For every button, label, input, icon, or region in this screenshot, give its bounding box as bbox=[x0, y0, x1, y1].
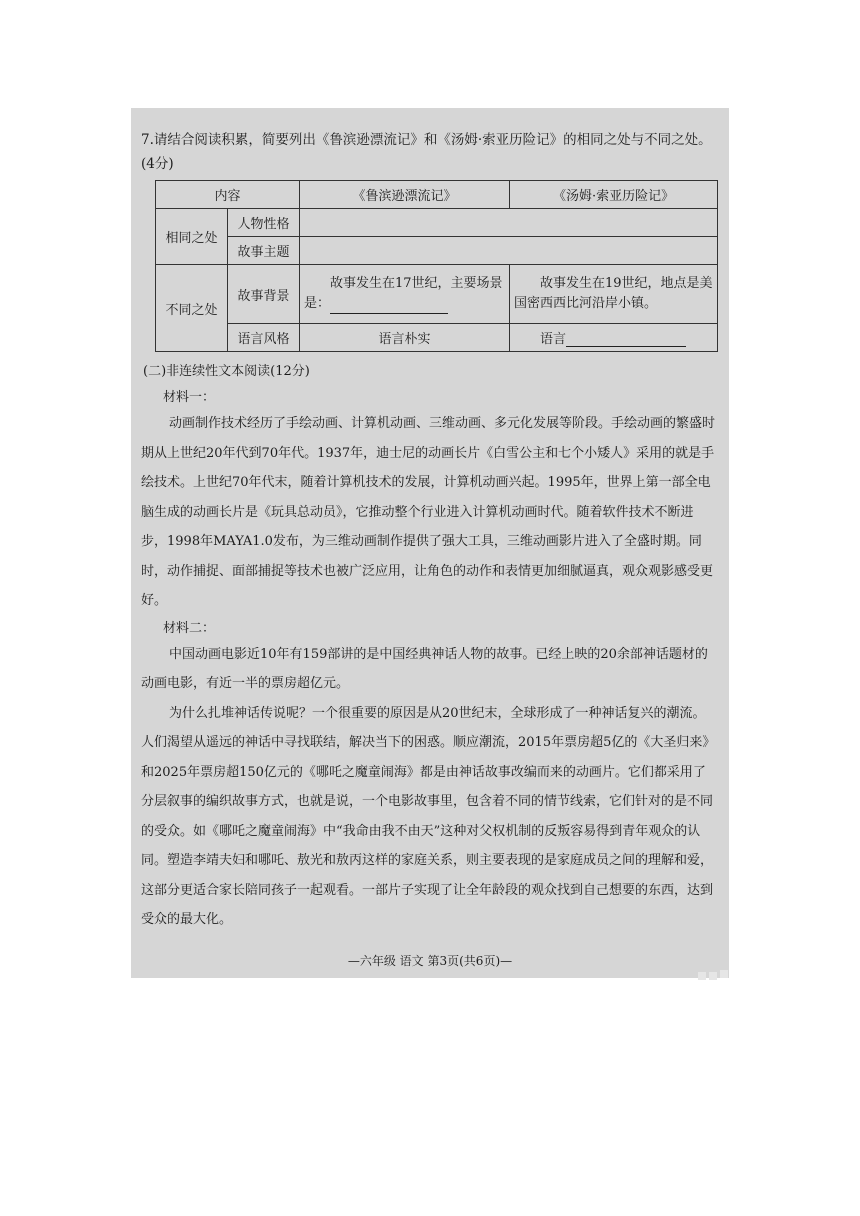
tom-background-cell bbox=[510, 265, 718, 324]
material-2-paragraph-2: 为什么扎堆神话传说呢？一个很重要的原因是从20世纪末，全球形成了一种神话复兴的潮流。人们渴望从遥远的神话中寻找联结，解决当下的困惑。顺应潮流，2015年票房超5亿的《大圣归来》和2025年票房超150亿元的《哪吒之魔童闹海》都是由神话故事改编而来的动画片。它们都采用了分层叙事的编织故事方式，也就是说，一个电影故事里，包含着不同的情节线索，它们针对的是不同的受众。如《哪吒之魔童闹海》中“我命由我不由天”这种对父权机制的反叛容易得到青年观众的认同。塑造李靖夫妇和哪吒、敖光和敖丙这样的家庭关系，则主要表现的是家庭成员之间的理解和爱，这部分更适合家长陪同孩子一起观看。一部片子实现了让全年龄段的观众找到自己想要的东西，达到受众的最大化。 bbox=[141, 705, 714, 927]
table-row bbox=[156, 265, 718, 324]
tom-style-text: 语言 bbox=[540, 332, 567, 347]
table-row bbox=[156, 237, 718, 265]
row-label-style: 语言风格 bbox=[228, 324, 300, 352]
table-row bbox=[156, 324, 718, 352]
tom-style-cell bbox=[510, 324, 718, 352]
material-1-text: 动画制作技术经历了手绘动画、计算机动画、三维动画、多元化发展等阶段。手绘动画的繁盛时期从上世纪20年代到70年代。1937年，迪士尼的动画长片《白雪公主和七个小矮人》采用的就是手绘技术。上世纪70年代末，随着计算机技术的发展，计算机动画兴起。1995年，世界上第一部全电脑生成的动画长片是《玩具总动员》，它推动整个行业进入计算机动画时代。随着软件技术不断进步，1998年MAYA1.0发布，为三维动画制作提供了强大工具，三维动画影片进入了全盛时期。同时，动作捕捉、面部捕捉等技术也被广泛应用，让角色的动作和表情更加细腻逼真，观众观影感受更好。 bbox=[141, 416, 716, 608]
header-tom: 《汤姆·索亚历险记》 bbox=[510, 181, 718, 209]
tom-style-blank[interactable] bbox=[566, 346, 686, 347]
header-content: 内容 bbox=[156, 181, 300, 209]
group-diff: 不同之处 bbox=[156, 265, 228, 352]
question-7-prompt: 7.请结合阅读积累，简要列出《鲁滨逊漂流记》和《汤姆·索亚历险记》的相同之处与不同之处。(4分) bbox=[141, 132, 712, 172]
material-1-label: 材料一： bbox=[163, 390, 216, 405]
material-2-paragraph-1: 中国动画电影近10年有159部讲的是中国经典神话人物的故事。已经上映的20余部神话题材的动画电影，有近一半的票房超亿元。 bbox=[141, 646, 708, 691]
answer-personality[interactable] bbox=[300, 209, 718, 237]
scan-corner-mark bbox=[698, 970, 728, 980]
material-2-label: 材料二： bbox=[163, 620, 216, 636]
table-header-row bbox=[156, 181, 718, 209]
robinson-style: 语言朴实 bbox=[300, 324, 510, 352]
header-robinson: 《鲁滨逊漂流记》 bbox=[300, 181, 510, 209]
section-2-title: (二)非连续性文本阅读(12分) bbox=[143, 364, 310, 379]
robinson-background-text: 故事发生在17世纪，主要场景是： bbox=[304, 276, 503, 311]
answer-theme[interactable] bbox=[300, 237, 718, 265]
robinson-background-cell bbox=[300, 265, 510, 324]
table-row bbox=[156, 209, 718, 237]
comparison-table bbox=[155, 180, 718, 352]
row-label-background: 故事背景 bbox=[228, 265, 300, 324]
exam-page bbox=[131, 108, 729, 978]
group-same: 相同之处 bbox=[156, 209, 228, 265]
row-label-theme: 故事主题 bbox=[228, 237, 300, 265]
row-label-personality: 人物性格 bbox=[228, 209, 300, 237]
tom-background-text: 故事发生在19世纪，地点是美国密西西比河沿岸小镇。 bbox=[514, 276, 713, 311]
robinson-scene-blank[interactable] bbox=[330, 313, 448, 314]
page-footer: —六年级 语文 第3页(共6页)— bbox=[347, 954, 513, 968]
